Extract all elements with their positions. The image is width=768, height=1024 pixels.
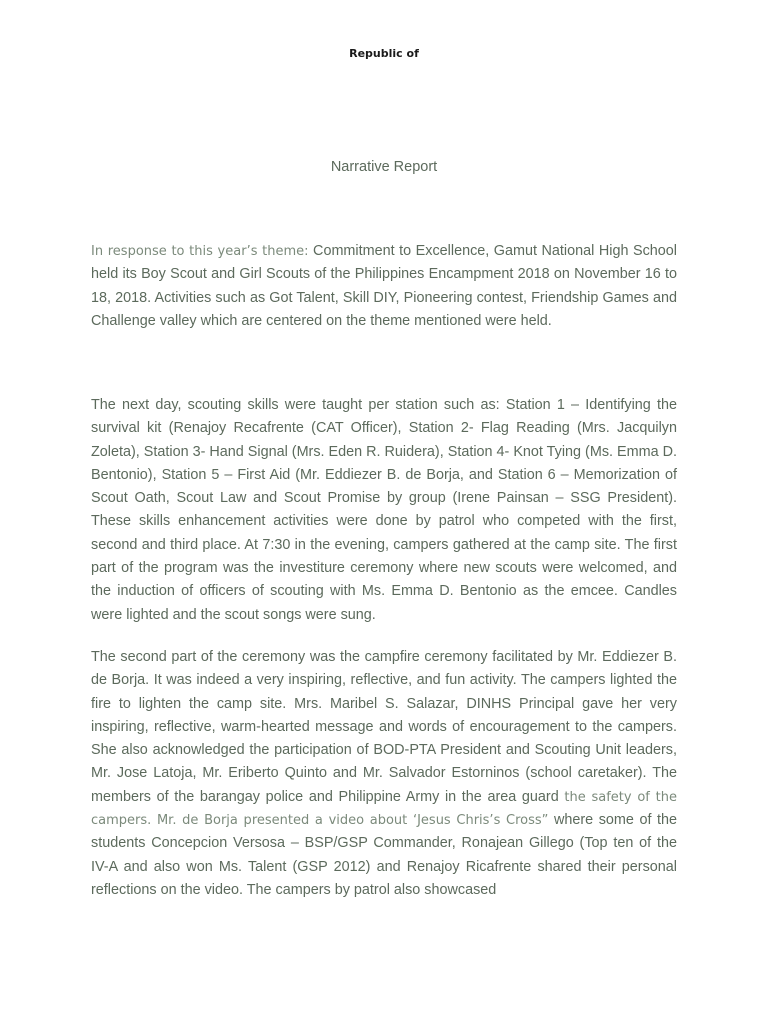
paragraph-3 xyxy=(91,646,677,902)
document-title: Narrative Report xyxy=(330,159,438,175)
document-header: Republic of xyxy=(349,47,419,60)
paragraph-2: The next day, scouting skills were taught per station such as: Station 1 – Identifying the survival kit (Renajoy Recafrente (CAT Officer), Station 2- Flag Reading (Mrs. Jacquilyn Zoleta), Station 3- Hand Signal (Mrs. Eden R. Ruidera), Station 4- Knot Tying (Ms. Emma D. Bentonio), Station 5 – First Aid (Mr. Eddiezer B. de Borja, and Station 6 – Memorization of Scout Oath, Scout Law and Scout Promise by group (Irene Painsan – SSG President). These skills enhancement activities were done by patrol who competed with the first, second and third place. At 7:30 in the evening, campers gathered at the camp site. The first part of the program was the investiture ceremony where new scouts were welcomed, and the induction of officers of scouting with Ms. Emma D. Bentonio as the emcee. Candles were lighted and the scout songs were sung. xyxy=(91,397,677,623)
paragraph-3-part-1: The second part of the ceremony was the campfire ceremony facilitated by Mr. Eddiezer B. de Borja. It was indeed a very inspiring, reflective, and fun activity. The campers lighted the fire to lighten the camp site. Mrs. Maribel S. Salazar, DINHS Principal gave her very inspiring, reflective, warm-hearted message and words of encouragement to the campers. She also acknowledged the participation of BOD-PTA President and Scouting Unit leaders, Mr. Jose Latoja, Mr. Eriberto Quinto and Mr. Salvador Estorninos (school caretaker). The members of the barangay police and Philippine Army in the area guard xyxy=(91,649,677,805)
paragraph-1 xyxy=(91,240,677,333)
paragraph-1-text: Commitment to Excellence, Gamut National High School held its Boy Scout and Girl Scouts of the Philippines Encampment 2018 on November 16 to 18, 2018. Activities such as Got Talent, Skill DIY, Pioneering contest, Friendship Games and Challenge valley which are centered on the theme mentioned were held. xyxy=(91,243,677,329)
paragraph-1-intro: In response to this year’s theme: xyxy=(91,244,309,259)
paragraph-3-part-2: the safety of the campers. Mr. de Borja presented a video about ‘Jesus Chris’s Cross” xyxy=(91,789,678,829)
paragraph-3-part-3: where some of the students Concepcion Versosa – BSP/GSP Commander, Ronajean Gillego (Top ten of the IV-A and also won Ms. Talent (GSP 2012) and Renajoy Ricafrente shared their personal reflections on the video. The campers by patrol also showcased xyxy=(91,812,677,898)
